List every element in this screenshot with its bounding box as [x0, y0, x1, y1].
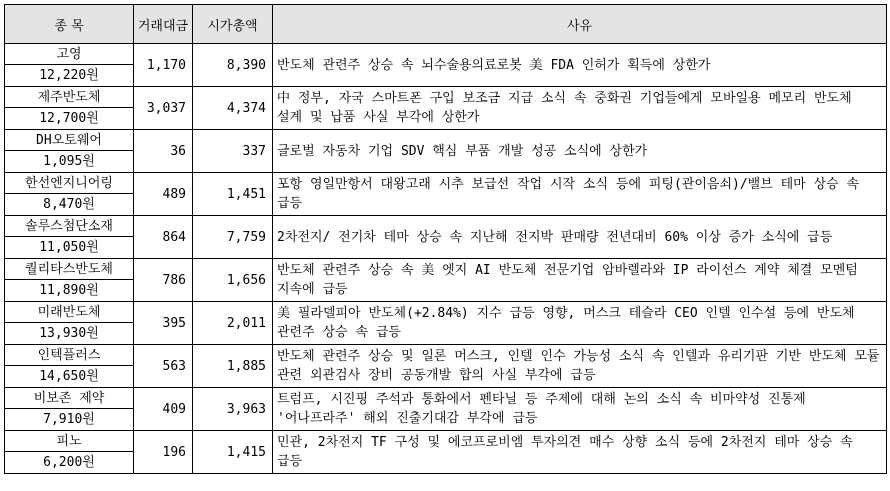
- header-volume: 거래대금: [134, 5, 193, 44]
- market-cap: 337: [193, 130, 273, 173]
- trading-volume: 489: [134, 173, 193, 216]
- stock-table: [4, 4, 887, 474]
- reason-text: 반도체 관련주 상승 및 일론 머스크, 인텔 인수 가능성 소식 속 인텔과 유리기판 기반 반도체 모듈 관련 외관검사 장비 공동개발 합의 사실 부각에 급등: [273, 345, 887, 388]
- trading-volume: 196: [134, 431, 193, 474]
- market-cap: 3,963: [193, 388, 273, 431]
- stock-price: 11,050원: [5, 237, 134, 259]
- trading-volume: 786: [134, 259, 193, 302]
- reason-text: 글로벌 자동차 기업 SDV 핵심 부품 개발 성공 소식에 상한가: [273, 130, 887, 173]
- table-row: [5, 216, 887, 237]
- trading-volume: 409: [134, 388, 193, 431]
- stock-name: 퀄리타스반도체: [5, 259, 134, 280]
- table-row: [5, 302, 887, 323]
- market-cap: 1,885: [193, 345, 273, 388]
- market-cap: 1,656: [193, 259, 273, 302]
- header-row: [5, 5, 887, 44]
- reason-text: 2차전지/ 전기차 테마 상승 속 지난해 전지박 판매량 전년대비 60% 이상 증가 소식에 급등: [273, 216, 887, 259]
- trading-volume: 1,170: [134, 44, 193, 87]
- table-row: [5, 259, 887, 280]
- trading-volume: 36: [134, 130, 193, 173]
- trading-volume: 395: [134, 302, 193, 345]
- reason-text: 美 필라델피아 반도체(+2.84%) 지수 급등 영향, 머스크 테슬라 CEO 인텔 인수설 등에 반도체 관련주 상승 속 급등: [273, 302, 887, 345]
- trading-volume: 563: [134, 345, 193, 388]
- stock-price: 7,910원: [5, 409, 134, 431]
- table-body: [5, 44, 887, 474]
- market-cap: 7,759: [193, 216, 273, 259]
- stock-price: 11,890원: [5, 280, 134, 302]
- header-name: 종 목: [5, 5, 134, 44]
- stock-name: 인텍플러스: [5, 345, 134, 366]
- market-cap: 4,374: [193, 87, 273, 130]
- trading-volume: 864: [134, 216, 193, 259]
- table-row: [5, 173, 887, 194]
- reason-text: 반도체 관련주 상승 속 美 엣지 AI 반도체 전문기업 암바렐라와 IP 라이선스 계약 체결 모멘텀 지속에 급등: [273, 259, 887, 302]
- trading-volume: 3,037: [134, 87, 193, 130]
- reason-text: 포항 영일만항서 대왕고래 시추 보급선 작업 시작 소식 등에 피팅(관이음쇠)/밸브 테마 상승 속 급등: [273, 173, 887, 216]
- stock-name: 고영: [5, 44, 134, 65]
- stock-name: 미래반도체: [5, 302, 134, 323]
- header-market-cap: 시가총액: [193, 5, 273, 44]
- table-row: [5, 345, 887, 366]
- stock-name: 제주반도체: [5, 87, 134, 108]
- stock-price: 12,220원: [5, 65, 134, 87]
- market-cap: 2,011: [193, 302, 273, 345]
- reason-text: 中 정부, 자국 스마트폰 구입 보조금 지급 소식 속 중화권 기업들에게 모바일용 메모리 반도체 설계 및 납품 사실 부각에 상한가: [273, 87, 887, 130]
- stock-name: 솔루스첨단소재: [5, 216, 134, 237]
- stock-price: 1,095원: [5, 151, 134, 173]
- table-row: [5, 87, 887, 108]
- stock-price: 14,650원: [5, 366, 134, 388]
- stock-name: 한선엔지니어링: [5, 173, 134, 194]
- reason-text: 트럼프, 시진핑 주석과 통화에서 펜타닐 등 주제에 대해 논의 소식 속 비마약성 진통제 '어나프라주' 해외 진출기대감 부각에 급등: [273, 388, 887, 431]
- market-cap: 1,415: [193, 431, 273, 474]
- market-cap: 8,390: [193, 44, 273, 87]
- table-row: [5, 388, 887, 409]
- stock-name: 비보존 제약: [5, 388, 134, 409]
- stock-price: 13,930원: [5, 323, 134, 345]
- stock-name: DH오토웨어: [5, 130, 134, 151]
- market-cap: 1,451: [193, 173, 273, 216]
- stock-price: 12,700원: [5, 108, 134, 130]
- header-reason: 사유: [273, 5, 887, 44]
- table-row: [5, 44, 887, 65]
- stock-price: 6,200원: [5, 452, 134, 474]
- reason-text: 민관, 2차전지 TF 구성 및 에코프로비엠 투자의견 매수 상향 소식 등에 2차전지 테마 상승 속 급등: [273, 431, 887, 474]
- stock-price: 8,470원: [5, 194, 134, 216]
- reason-text: 반도체 관련주 상승 속 뇌수술용의료로봇 美 FDA 인허가 획득에 상한가: [273, 44, 887, 87]
- stock-name: 피노: [5, 431, 134, 452]
- table-row: [5, 431, 887, 452]
- table-row: [5, 130, 887, 151]
